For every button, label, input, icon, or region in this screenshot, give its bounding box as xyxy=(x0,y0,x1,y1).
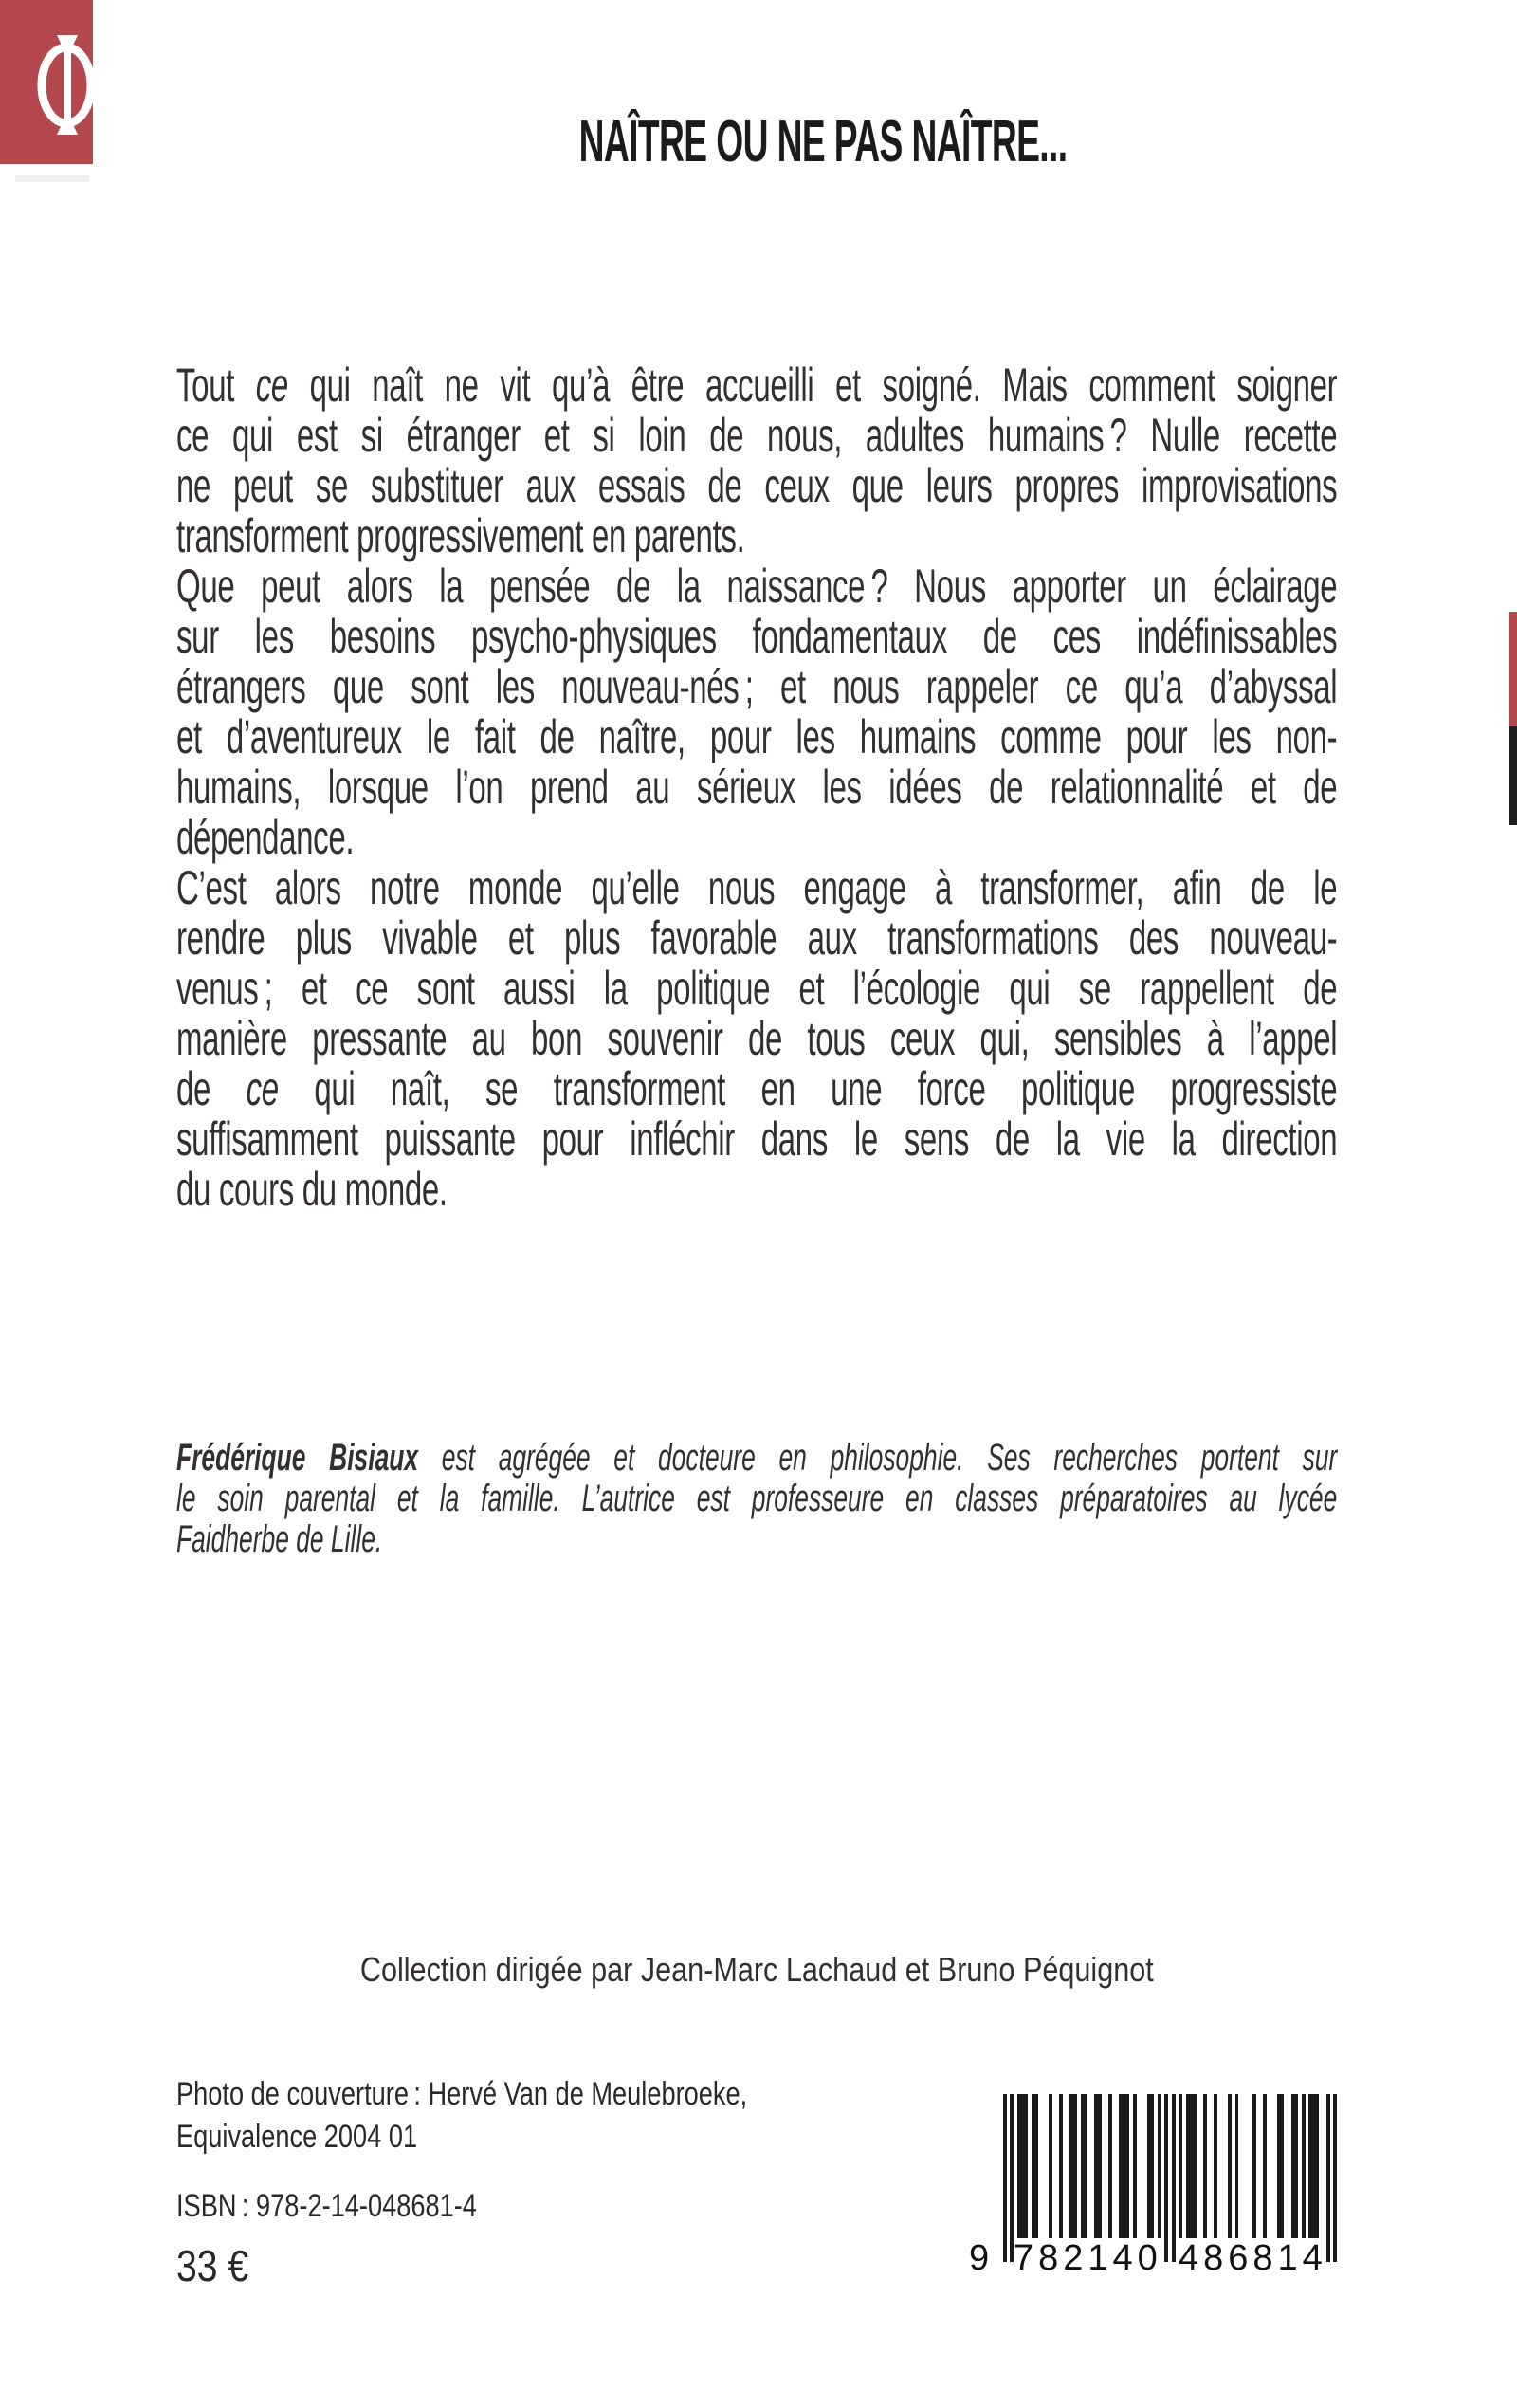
barcode-bar xyxy=(1094,2094,1101,2238)
text-line: et d’aventureux le fait de naître, pour les humains comme pour les non- xyxy=(176,710,1338,763)
price-text: 33 € xyxy=(176,2241,249,2290)
synopsis xyxy=(176,360,1337,1215)
barcode-bar xyxy=(1308,2094,1319,2238)
barcode-bars xyxy=(1003,2094,1337,2262)
text-line: sur les besoins psycho-physiques fondamentaux de ces indéfinissables xyxy=(176,610,1338,663)
text-line: de ce qui naît, se transforment en une force politique progressiste xyxy=(176,1062,1338,1115)
barcode-bar xyxy=(1203,2094,1207,2238)
logo-shadow xyxy=(15,175,89,182)
phi-icon xyxy=(0,0,93,164)
photo-credit xyxy=(176,2073,890,2159)
spine-mark-black xyxy=(1509,726,1517,825)
collection-note: Collection dirigée par Jean-Marc Lachaud et Bruno Péquignot xyxy=(359,1950,1154,1989)
barcode-bar xyxy=(1164,2094,1168,2262)
text-line: Que peut alors la pensée de la naissance ? Nous apporter un éclairage xyxy=(176,560,1338,613)
text-line: suffisamment puissante pour infléchir dans le sens de la vie la direction xyxy=(176,1112,1338,1166)
barcode-bar xyxy=(1214,2094,1217,2238)
barcode-bar xyxy=(1108,2094,1112,2238)
text-line: rendre plus vivable et plus favorable aux transformations des nouveau- xyxy=(176,911,1338,965)
text-line: ne peut se substituer aux essais de ceux que leurs propres improvisations xyxy=(176,459,1338,512)
barcode-bar xyxy=(1010,2094,1014,2262)
barcode-bar xyxy=(1291,2094,1298,2238)
barcode-bar xyxy=(1147,2094,1154,2238)
text-line: manière pressante au bon souvenir de tous ceux qui, sensibles à l’appel xyxy=(176,1012,1338,1065)
book-title: NAÎTRE OU NE PAS NAÎTRE... xyxy=(578,109,1068,175)
barcode xyxy=(969,2094,1337,2284)
text-line: étrangers que sont les nouveau-nés ; et nous rappeler ce qu’a d’abyssal xyxy=(176,660,1338,713)
text-line: ce qui est si étranger et si loin de nous, adultes humains ? Nulle recette xyxy=(176,409,1338,462)
barcode-bar xyxy=(1277,2094,1284,2238)
barcode-bar xyxy=(1003,2094,1007,2262)
barcode-bar xyxy=(1228,2094,1232,2238)
barcode-bar xyxy=(1049,2094,1052,2238)
barcode-digit-group-1: 782140 xyxy=(1014,2238,1162,2278)
barcode-bar xyxy=(1158,2094,1161,2238)
isbn-text: ISBN : 978-2-14-048681-4 xyxy=(176,2188,477,2224)
barcode-bar xyxy=(1263,2094,1267,2238)
photo-credit-line-2: Equivalence 2004 01 xyxy=(176,2119,418,2155)
barcode-bar xyxy=(1179,2094,1182,2238)
text-line: le soin parental et la famille. L’autrice est professeure en classes préparatoires au lycée xyxy=(176,1478,1338,1519)
barcode-bar xyxy=(1252,2094,1256,2238)
barcode-bar xyxy=(1017,2094,1028,2238)
barcode-bar xyxy=(1302,2094,1306,2238)
text-line: transforment progressivement en parents. xyxy=(176,509,745,562)
barcode-bar xyxy=(1069,2094,1076,2238)
text-line: C’est alors notre monde qu’elle nous engage à transformer, afin de le xyxy=(176,861,1338,914)
barcode-bar xyxy=(1133,2094,1137,2238)
barcode-bar xyxy=(1032,2094,1038,2238)
barcode-bar xyxy=(1119,2094,1129,2238)
text-line: Faidherbe de Lille. xyxy=(176,1518,383,1560)
text-line: venus ; et ce sont aussi la politique et l’écologie qui se rappellent de xyxy=(176,962,1338,1015)
photo-credit-line-1: Photo de couverture : Hervé Van de Meulebroeke, xyxy=(176,2076,748,2112)
text-line: du cours du monde. xyxy=(176,1163,448,1216)
text-line: humains, lorsque l’on prend au sérieux les idées de relationnalité et de xyxy=(176,761,1338,814)
barcode-bar xyxy=(1333,2094,1337,2262)
text-line: dépendance. xyxy=(176,811,355,864)
barcode-bar xyxy=(1186,2094,1197,2238)
barcode-bar xyxy=(1081,2094,1087,2238)
barcode-bar xyxy=(1172,2094,1176,2262)
text-line: Tout ce qui naît ne vit qu’à être accueilli et soigné. Mais comment soigner xyxy=(176,358,1338,412)
barcode-bar xyxy=(1235,2094,1239,2238)
author-bio xyxy=(176,1438,1337,1560)
text-line: Frédérique Bisiaux est agrégée et docteure en philosophie. Ses recherches portent sur xyxy=(176,1437,1338,1479)
barcode-digit-group-2: 486814 xyxy=(1179,2238,1327,2278)
barcode-digit-lead: 9 xyxy=(969,2238,990,2278)
spine-mark-red xyxy=(1509,612,1517,726)
publisher-logo xyxy=(0,0,93,164)
barcode-digits xyxy=(969,2238,1337,2284)
barcode-bar xyxy=(1326,2094,1330,2262)
barcode-bar xyxy=(1059,2094,1063,2238)
